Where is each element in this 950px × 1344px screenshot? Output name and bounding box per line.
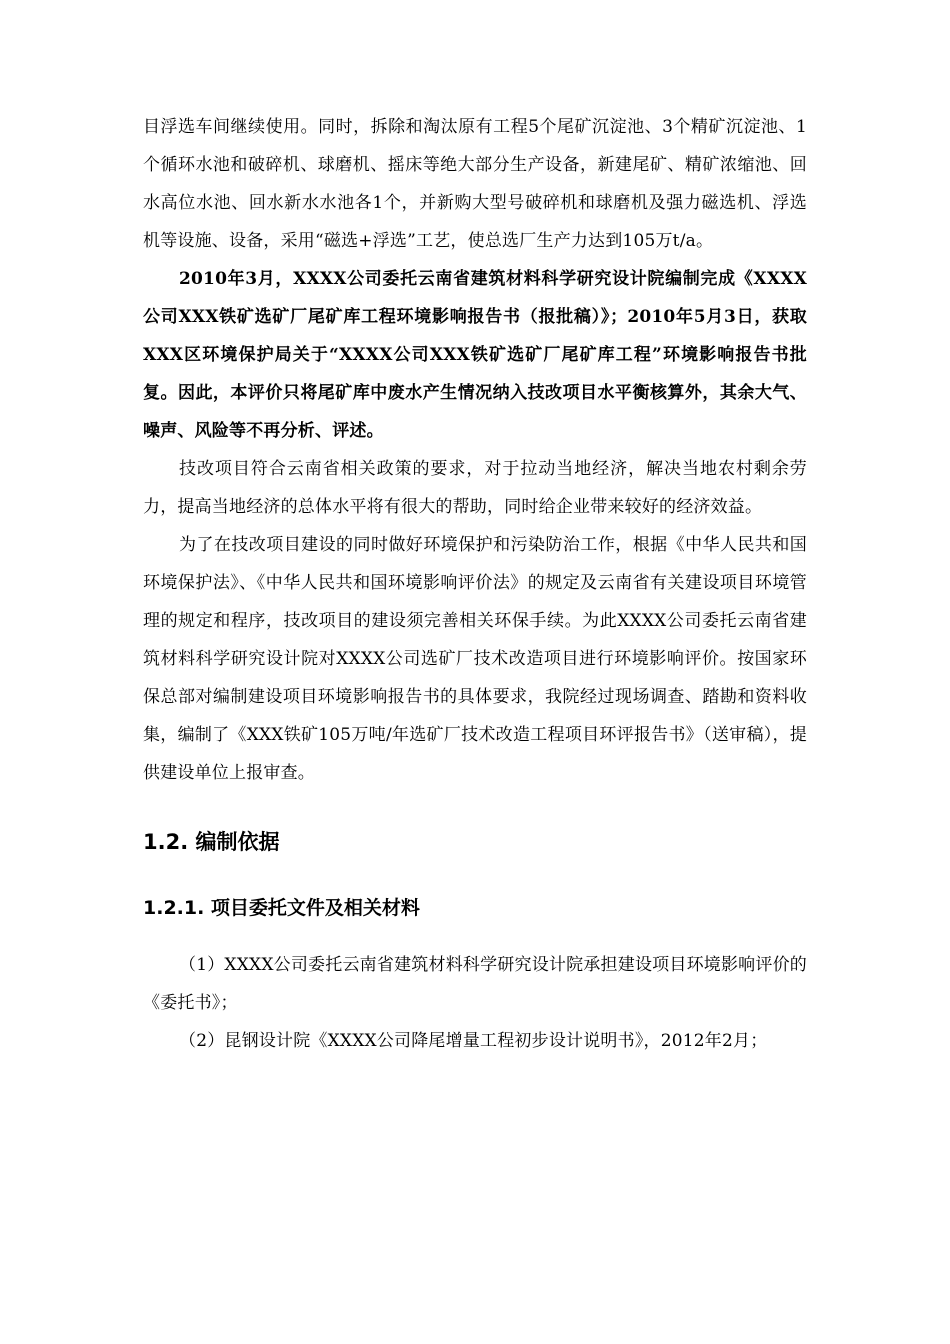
subsection-heading-commission-documents: 1.2.1. 项目委托文件及相关材料	[143, 897, 420, 919]
paragraph-eia-purpose: 为了在技改项目建设的同时做好环境保护和污染防治工作，根据《中华人民共和国环境保护法》、《中华人民共和国环境影响评价法》的规定及云南省有关建设项目环境管理的规定和程序，技改项目的建设须完善相关环保手续。为此XXXX公司委托云南省建筑材料科学研究设计院对XXXX公司选矿厂技术改造项目进行环境影响评价。按国家环保总部对编制建设项目环境影响报告书的具体要求，我院经过现场调查、踏勘和资料收集，编制了《XXX铁矿105万吨/年选矿厂技术改造工程项目环评报告书》（送审稿），提供建设单位上报审查。	[143, 535, 807, 783]
document-page	[143, 108, 807, 1060]
basis-list	[143, 946, 807, 1060]
paragraph-process-changes: 目浮选车间继续使用。同时，拆除和淘汰原有工程5个尾矿沉淀池、3个精矿沉淀池、1个循环水池和破碎机、球磨机、摇床等绝大部分生产设备，新建尾矿、精矿浓缩池、回水高位水池、回水新水水池各1个，并新购大型号破碎机和球磨机及强力磁选机、浮选机等设施、设备，采用“磁选+浮选”工艺，使总选厂生产力达到105万t/a。	[143, 117, 807, 251]
list-item: （1）XXXX公司委托云南省建筑材料科学研究设计院承担建设项目环境影响评价的《委托书》；	[143, 955, 807, 1013]
section-heading-basis: 1.2. 编制依据	[143, 830, 280, 854]
list-item: （2）昆钢设计院《XXXX公司降尾增量工程初步设计说明书》，2012年2月；	[179, 1031, 768, 1051]
paragraph-policy-compliance: 技改项目符合云南省相关政策的要求，对于拉动当地经济，解决当地农村剩余劳力，提高当地经济的总体水平将有很大的帮助，同时给企业带来较好的经济效益。	[143, 459, 807, 517]
paragraph-tailings-approval: 2010年3月，XXXX公司委托云南省建筑材料科学研究设计院编制完成《XXXX公司XXX铁矿选矿厂尾矿库工程环境影响报告书（报批稿）》；2010年5月3日，获取XXX区环境保护局关于“XXXX公司XXX铁矿选矿厂尾矿库工程”环境影响报告书批复。因此，本评价只将尾矿库中废水产生情况纳入技改项目水平衡核算外，其余大气、噪声、风险等不再分析、评述。	[143, 269, 807, 441]
